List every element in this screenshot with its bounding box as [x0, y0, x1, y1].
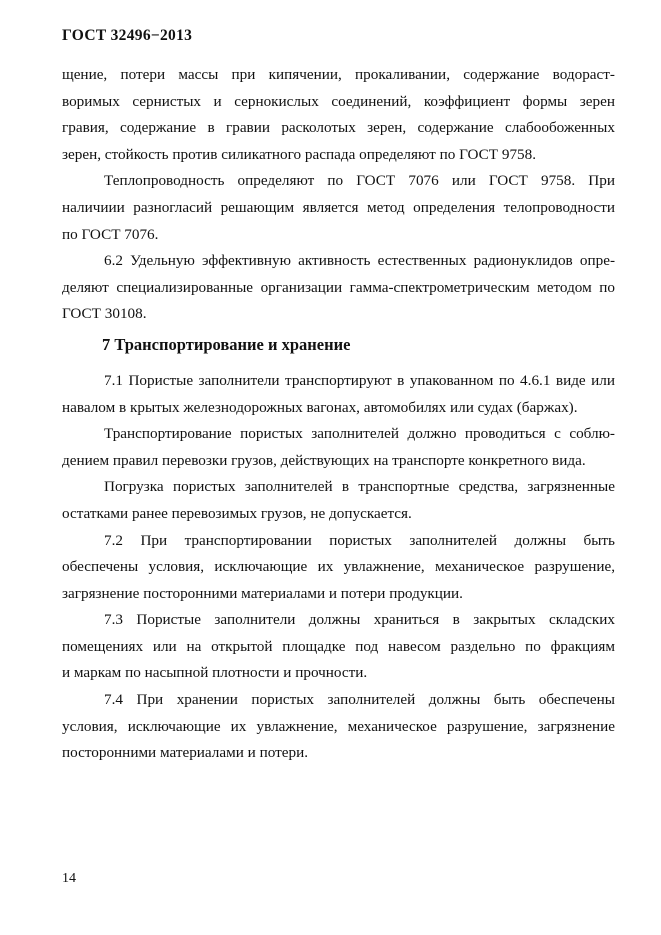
text-line: посторонними материалами и потери.	[62, 744, 309, 762]
paragraph	[62, 607, 615, 687]
paragraph	[62, 687, 615, 767]
text-line: 7.1 Пористые заполнители транспортируют в упакованном по 4.6.1 виде или	[104, 371, 615, 389]
paragraph	[62, 421, 615, 474]
paragraph	[62, 248, 615, 328]
text-line: зерен, стойкость против силикатного распада определяют по ГОСТ 9758.	[62, 145, 537, 163]
document-header: ГОСТ 32496−2013	[62, 27, 193, 44]
paragraph	[62, 528, 615, 608]
text-line: 7.2 При транспортировании пористых заполнителей должны быть	[104, 531, 615, 549]
paragraph	[62, 368, 615, 421]
text-line: остатками ранее перевозимых грузов, не допускается.	[62, 504, 412, 522]
text-line: 7.3 Пористые заполнители должны храниться в закрытых складских	[104, 611, 615, 629]
section-title: 7 Транспортирование и хранение	[102, 334, 351, 354]
text-line: Транспортирование пористых заполнителей должно проводиться с соблю-	[104, 425, 615, 443]
text-line: по ГОСТ 7076.	[62, 225, 159, 243]
paragraph	[62, 62, 615, 168]
text-line: гравия, содержание в гравии расколотых зерен, содержание слабообоженных	[62, 119, 615, 137]
text-line: щение, потери массы при кипячении, прокаливании, содержание водораст-	[62, 66, 615, 83]
text-line: и маркам по насыпной плотности и прочности.	[62, 664, 368, 682]
paragraph	[62, 474, 615, 527]
text-line: загрязнение посторонними материалами и потери продукции.	[62, 584, 463, 602]
text-line: 6.2 Удельную эффективную активность естественных радионуклидов опре-	[104, 252, 615, 270]
text-line: обеспечены условия, исключающие их увлажнение, механическое разрушение,	[62, 558, 615, 576]
text-line: Теплопроводность определяют по ГОСТ 7076 или ГОСТ 9758. При	[104, 172, 615, 190]
text-line: навалом в крытых железнодорожных вагонах, автомобилях или судах (баржах).	[62, 398, 578, 416]
text-line: помещениях или на открытой площадке под навесом раздельно по фракциям	[62, 637, 615, 655]
text-line: 7.4 При хранении пористых заполнителей должны быть обеспечены	[104, 691, 615, 709]
text-line: Погрузка пористых заполнителей в транспортные средства, загрязненные	[104, 478, 615, 496]
text-line: дением правил перевозки грузов, действующих на транспорте конкретного вида.	[62, 451, 586, 469]
text-line: деляют специализированные организации гамма-спектрометрическим методом по	[62, 278, 615, 296]
text-line: воримых сернистых и сернокислых соединений, коэффициент формы зерен	[62, 92, 615, 110]
text-line: условия, исключающие их увлажнение, механическое разрушение, загрязнение	[62, 717, 615, 735]
text-line: ГОСТ 30108.	[62, 305, 147, 323]
page-number: 14	[62, 871, 76, 886]
paragraph	[62, 168, 615, 248]
text-line: наличиии разногласий решающим является метод определения телопроводности	[62, 198, 615, 216]
page-content	[62, 62, 615, 767]
